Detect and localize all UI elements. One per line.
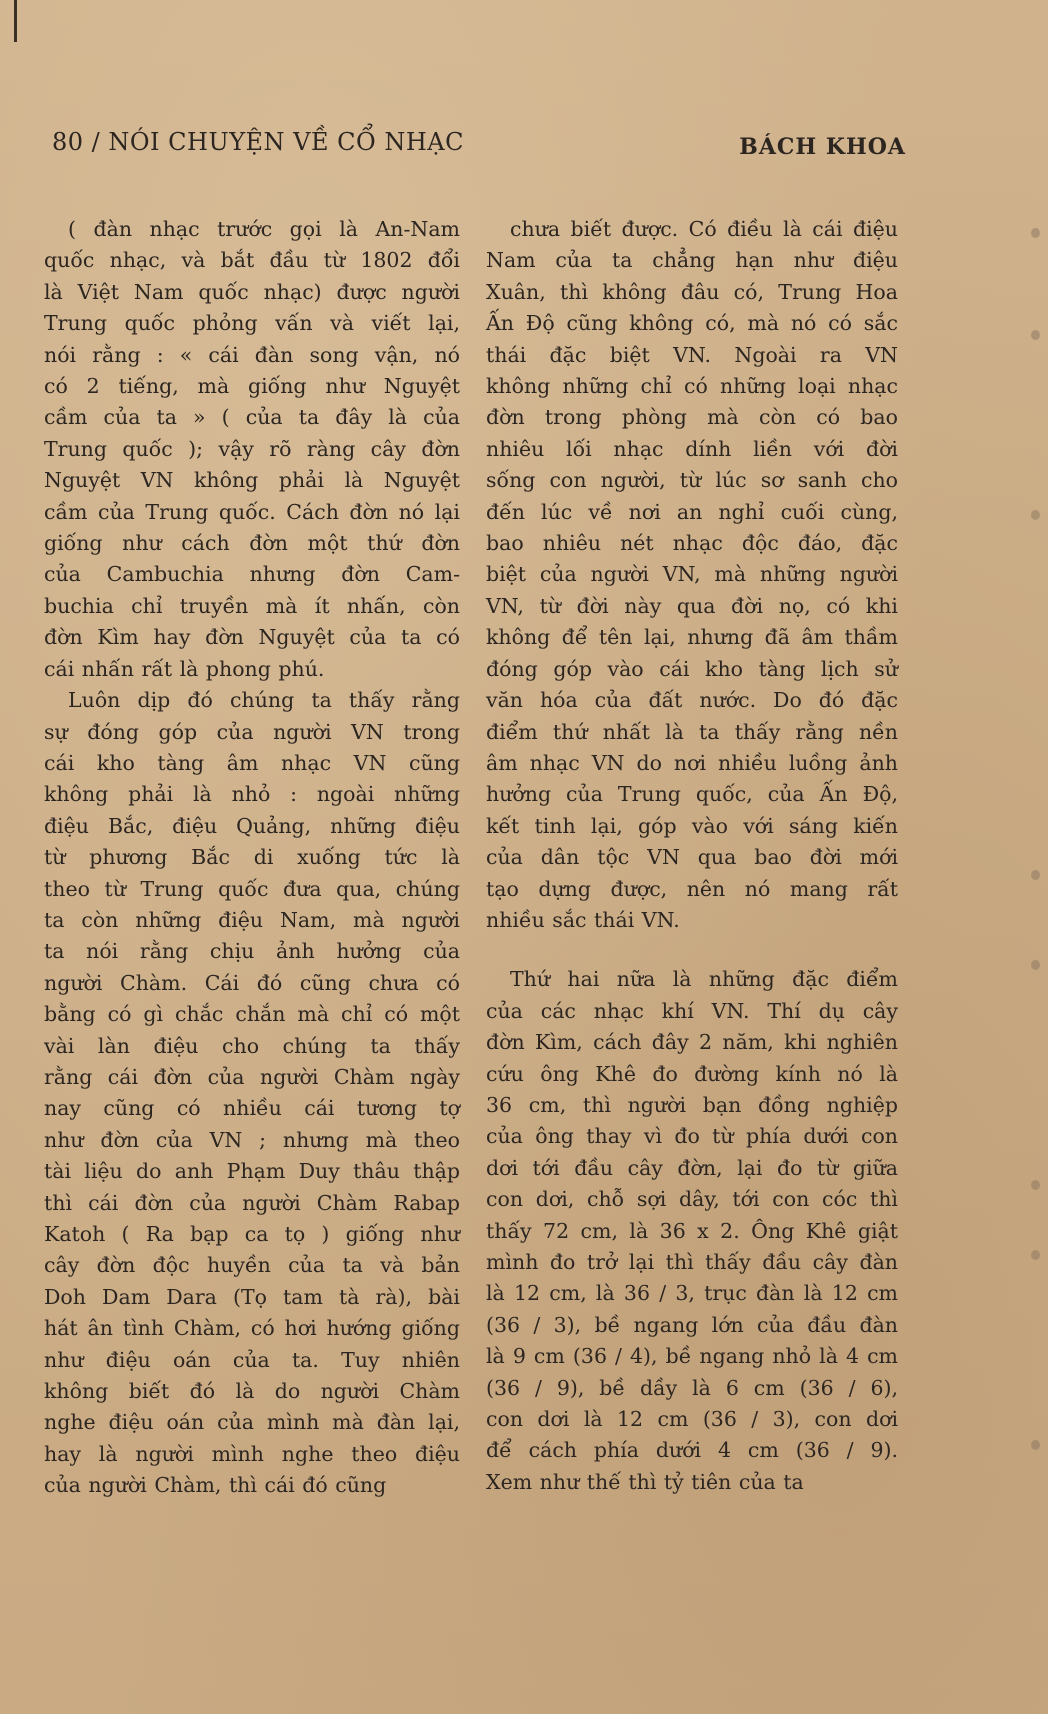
text-line: Luôn dịp đó chúng ta thấy rằng — [68, 688, 460, 713]
left-text-column — [44, 214, 460, 1502]
text-line: của Cambuchia nhưng đờn Cam- — [44, 562, 460, 587]
paragraph — [486, 214, 898, 936]
right-text-column — [486, 214, 898, 1498]
text-line: người Chàm. Cái đó cũng chưa có — [44, 970, 460, 995]
text-line: đến lúc về nơi an nghỉ cuối cùng, — [486, 499, 898, 524]
text-line: Ấn Độ cũng không có, mà nó có sắc — [486, 311, 898, 336]
text-line: của dân tộc VN qua bao đời mới — [486, 845, 898, 870]
text-line: Trung quốc ); vậy rõ ràng cây đờn — [44, 436, 460, 461]
text-line: cây đờn độc huyền của ta và bản — [44, 1253, 460, 1278]
text-line: Nguyệt VN không phải là Nguyệt — [44, 468, 460, 493]
text-line: Nam của ta chẳng hạn như điệu — [486, 248, 898, 273]
text-line: điểm thứ nhất là ta thấy rằng nền — [486, 719, 898, 744]
text-line: của các nhạc khí VN. Thí dụ cây — [486, 998, 898, 1023]
text-line: cái nhấn rất là phong phú. — [44, 656, 325, 681]
magazine-name: BÁCH KHOA — [739, 134, 906, 160]
text-line: con dơi, chỗ sợi dây, tới con cóc thì — [486, 1187, 898, 1212]
margin-speck — [1031, 960, 1040, 970]
page-header — [52, 128, 906, 168]
text-line: sự đóng góp của người VN trong — [44, 719, 460, 744]
text-line: ta nói rằng chịu ảnh hưởng của — [44, 939, 460, 964]
text-line: hưởng của Trung quốc, của Ấn Độ, — [486, 782, 898, 807]
text-line: có 2 tiếng, mà giống như Nguyệt — [44, 374, 460, 399]
text-line: (36 / 9), bề dầy là 6 cm (36 / 6), — [486, 1375, 898, 1400]
text-line: con dơi là 12 cm (36 / 3), con dơi — [486, 1407, 898, 1432]
margin-speck — [1031, 1440, 1040, 1450]
text-line: ( đàn nhạc trước gọi là An-Nam — [68, 217, 460, 241]
page-edge-mark — [14, 0, 17, 42]
text-line: cầm của Trung quốc. Cách đờn nó lại — [44, 499, 460, 524]
text-line: đờn trong phòng mà còn có bao — [486, 405, 898, 430]
text-line: văn hóa của đất nước. Do đó đặc — [486, 688, 898, 713]
text-line: để cách phía dưới 4 cm (36 / 9). — [486, 1438, 898, 1463]
text-line: biệt của người VN, mà những người — [486, 562, 898, 587]
text-line: quốc nhạc, và bắt đầu từ 1802 đổi — [44, 248, 460, 273]
text-line: vài làn điệu cho chúng ta thấy — [44, 1033, 460, 1058]
text-line: cầm của ta » ( của ta đây là của — [44, 405, 460, 430]
text-line: dơi tới đầu cây đờn, lại đo từ giữa — [486, 1155, 898, 1180]
text-line: hát ân tình Chàm, có hơi hướng giống — [44, 1316, 460, 1341]
text-line: âm nhạc VN do nơi nhiều luồng ảnh — [486, 750, 898, 775]
margin-speck — [1031, 1180, 1040, 1190]
margin-speck — [1031, 330, 1040, 340]
text-line: (36 / 3), bề ngang lớn của đầu đàn — [486, 1312, 898, 1337]
margin-speck — [1031, 1250, 1040, 1260]
text-line: đờn Kìm, cách đây 2 năm, khi nghiên — [486, 1030, 898, 1055]
text-line: VN, từ đời này qua đời nọ, có khi — [486, 593, 898, 618]
text-line: theo từ Trung quốc đưa qua, chúng — [44, 876, 460, 901]
text-line: Doh Dam Dara (Tọ tam tà rà), bài — [44, 1284, 460, 1309]
text-line: không phải là nhỏ : ngoài những — [44, 782, 460, 807]
text-line: mình đo trở lại thì thấy đầu cây đàn — [486, 1250, 898, 1274]
text-line: như đờn của VN ; nhưng mà theo — [44, 1127, 460, 1152]
text-line: Xem như thế thì tỷ tiên của ta — [486, 1469, 804, 1494]
paragraph-gap — [486, 936, 898, 964]
text-line: là 9 cm (36 / 4), bề ngang nhỏ là 4 cm — [486, 1344, 898, 1369]
text-line: đóng góp vào cái kho tàng lịch sử — [486, 656, 898, 681]
text-line: thấy 72 cm, là 36 x 2. Ông Khê giật — [486, 1218, 898, 1243]
text-line: nhiều sắc thái VN. — [486, 907, 680, 932]
text-line: Trung quốc phỏng vấn và viết lại, — [44, 311, 460, 336]
text-line: không để tên lại, nhưng đã âm thầm — [486, 625, 898, 650]
text-line: rằng cái đờn của người Chàm ngày — [44, 1064, 460, 1089]
text-line: chưa biết được. Có điều là cái điệu — [510, 217, 898, 241]
text-line: bằng có gì chắc chắn mà chỉ có một — [44, 1002, 460, 1027]
text-line: nghe điệu oán của mình mà đàn lại, — [44, 1410, 460, 1435]
text-line: điệu Bắc, điệu Quảng, những điệu — [44, 813, 460, 838]
text-line: cứu ông Khê đo đường kính nó là — [486, 1061, 898, 1086]
text-line: Xuân, thì không đâu có, Trung Hoa — [486, 279, 898, 304]
running-title: 80 / NÓI CHUYỆN VỀ CỔ NHẠC — [52, 128, 464, 156]
text-line: buchia chỉ truyền mà ít nhấn, còn — [44, 593, 460, 618]
text-line: kết tinh lại, góp vào với sáng kiến — [486, 813, 898, 838]
text-line: là Việt Nam quốc nhạc) được người — [44, 279, 460, 304]
margin-speck — [1031, 228, 1040, 238]
text-line: ta còn những điệu Nam, mà người — [44, 907, 460, 932]
text-line: đờn Kìm hay đờn Nguyệt của ta có — [44, 625, 460, 650]
text-line: bao nhiêu nét nhạc độc đáo, đặc — [486, 531, 898, 556]
text-line: là 12 cm, là 36 / 3, trục đàn là 12 cm — [486, 1281, 898, 1306]
text-line: sống con người, từ lúc sơ sanh cho — [486, 468, 898, 493]
paragraph — [44, 214, 460, 685]
text-line: giống như cách đờn một thứ đờn — [44, 531, 460, 556]
text-line: tạo dựng được, nên nó mang rất — [486, 876, 898, 901]
text-line: từ phương Bắc di xuống tức là — [44, 845, 460, 870]
text-line: không những chỉ có những loại nhạc — [486, 374, 898, 399]
text-line: tài liệu do anh Phạm Duy thâu thập — [44, 1159, 460, 1184]
text-line: như điệu oán của ta. Tuy nhiên — [44, 1347, 460, 1372]
paragraph — [486, 964, 898, 1498]
text-line: của người Chàm, thì cái đó cũng — [44, 1473, 387, 1498]
text-line: 36 cm, thì người bạn đồng nghiệp — [486, 1092, 898, 1117]
margin-speck — [1031, 510, 1040, 520]
text-line: thì cái đờn của người Chàm Rabap — [44, 1190, 460, 1215]
text-line: không biết đó là do người Chàm — [44, 1379, 460, 1404]
text-line: cái kho tàng âm nhạc VN cũng — [44, 750, 460, 775]
paragraph — [44, 685, 460, 1502]
text-line: nói rằng : « cái đàn song vận, nó — [44, 342, 460, 367]
text-line: nay cũng có nhiều cái tương tợ — [44, 1096, 460, 1121]
text-line: Katoh ( Ra bạp ca tọ ) giống như — [44, 1222, 460, 1246]
margin-speck — [1031, 870, 1040, 880]
text-line: thái đặc biệt VN. Ngoài ra VN — [486, 342, 898, 367]
text-line: Thứ hai nữa là những đặc điểm — [510, 967, 898, 992]
text-line: của ông thay vì đo từ phía dưới con — [486, 1124, 898, 1149]
text-line: nhiêu lối nhạc dính liền với đời — [486, 436, 898, 461]
text-line: hay là người mình nghe theo điệu — [44, 1441, 460, 1466]
